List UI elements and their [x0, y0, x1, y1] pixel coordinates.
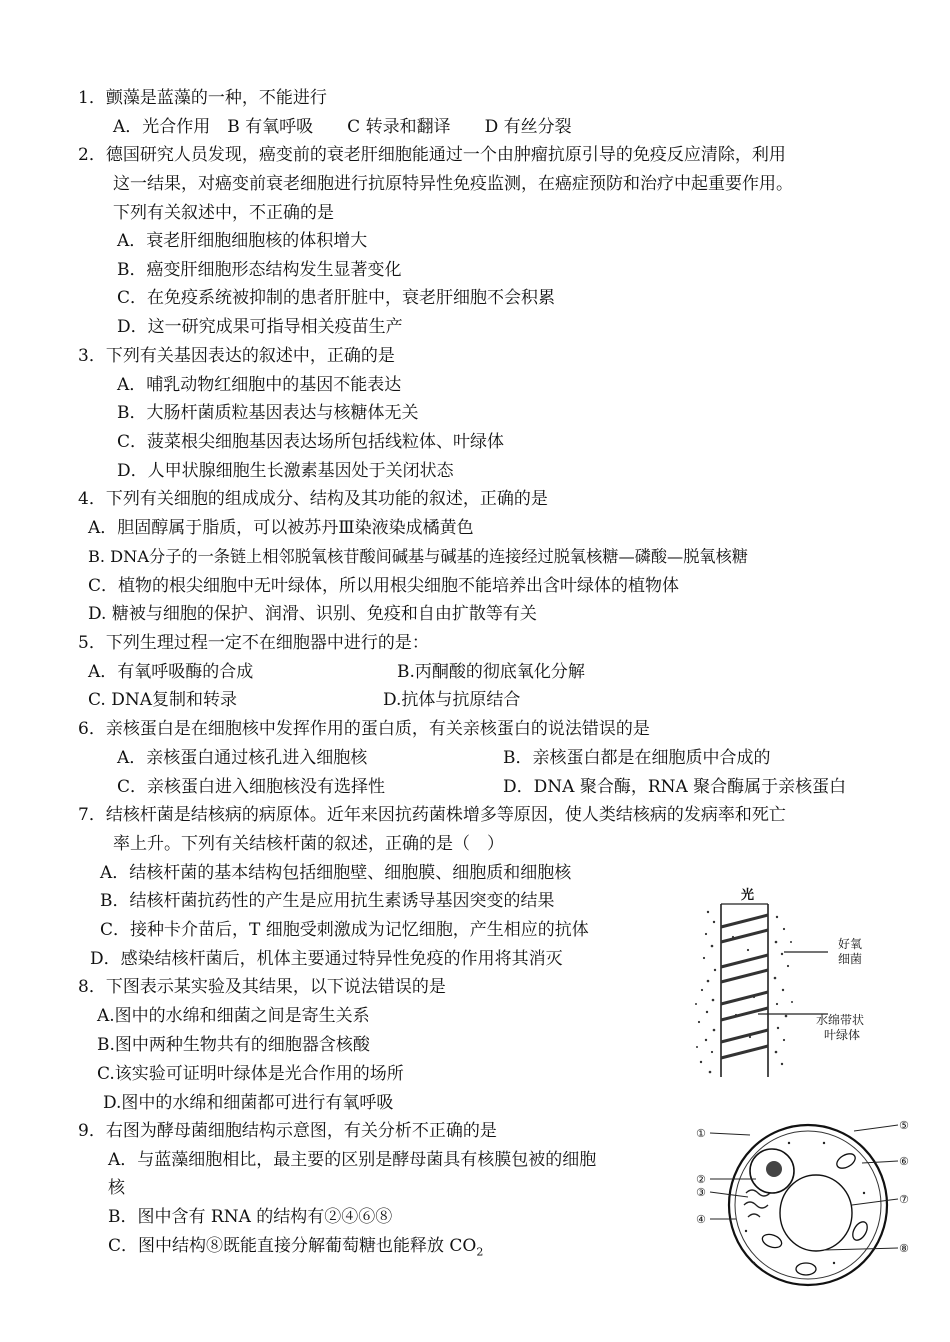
q8-option-c: C.该实验可证明叶绿体是光合作用的场所 — [97, 1064, 404, 1084]
q9-option-a-line1: A．与蓝藻细胞相比，最主要的区别是酵母菌具有核膜包被的细胞 — [108, 1150, 597, 1170]
q3-stem: 3．下列有关基因表达的叙述中，正确的是 — [78, 346, 395, 366]
q7-option-a: A．结核杆菌的基本结构包括细胞壁、细胞膜、细胞质和细胞核 — [100, 863, 572, 883]
q3-option-b: B．大肠杆菌质粒基因表达与核糖体无关 — [117, 403, 419, 423]
q7-stem-line2: 率上升。下列有关结核杆菌的叙述，正确的是（ ） — [113, 834, 504, 854]
q6-stem: 6．亲核蛋白是在细胞核中发挥作用的蛋白质，有关亲核蛋白的说法错误的是 — [78, 719, 650, 739]
spiral-chloroplast — [721, 915, 768, 1058]
chloroplast-label-line1: 水绵带状 — [816, 1013, 865, 1027]
label-3: ③ — [696, 1186, 706, 1199]
q8-option-d: D.图中的水绵和细菌都可进行有氧呼吸 — [103, 1093, 394, 1113]
q2-stem-line3: 下列有关叙述中，不正确的是 — [113, 203, 334, 223]
label-1: ① — [696, 1127, 706, 1140]
q7-stem-line1: 7．结核杆菌是结核病的病原体。近年来因抗药菌株增多等原因，使人类结核病的发病率和死亡 — [78, 805, 786, 825]
nucleolus — [766, 1161, 782, 1177]
mitochondrion — [761, 1232, 784, 1250]
q3-option-a: A．哺乳动物红细胞中的基因不能表达 — [117, 375, 402, 395]
q2-stem-line2: 这一结果，对癌变前衰老细胞进行抗原特异性免疫监测，在癌症预防和治疗中起重要作用。 — [113, 174, 793, 194]
q8-stem: 8．下图表示某实验及其结果，以下说法错误的是 — [78, 977, 446, 997]
q7-option-b: B．结核杆菌抗药性的产生是应用抗生素诱导基因突变的结果 — [100, 891, 555, 911]
q3-option-c: C．菠菜根尖细胞基因表达场所包括线粒体、叶绿体 — [117, 432, 505, 452]
q4-option-a: A．胆固醇属于脂质，可以被苏丹Ⅲ染液染成橘黄色 — [88, 518, 474, 538]
label-4: ④ — [696, 1213, 706, 1226]
bacteria-label-line1: 好氧 — [838, 937, 863, 951]
q9-option-c — [108, 1235, 483, 1263]
q8-option-b: B.图中两种生物共有的细胞器含核酸 — [97, 1035, 370, 1055]
q2-option-a: A．衰老肝细胞细胞核的体积增大 — [117, 231, 368, 251]
q2-option-c: C．在免疫系统被抑制的患者肝脏中，衰老肝细胞不会积累 — [117, 288, 556, 308]
mitochondrion — [796, 1263, 816, 1275]
mitochondrion — [834, 1151, 857, 1171]
label-8: ⑧ — [899, 1242, 909, 1255]
q6-option-d: D．DNA 聚合酶，RNA 聚合酶属于亲核蛋白 — [503, 777, 847, 797]
q7-option-d: D．感染结核杆菌后，机体主要通过特异性免疫的作用将其消灭 — [90, 949, 563, 969]
q5-option-b: B.丙酮酸的彻底氧化分解 — [397, 662, 585, 682]
q5-option-c: C. DNA复制和转录 — [88, 690, 237, 710]
q4-option-c: C．植物的根尖细胞中无叶绿体，所以用根尖细胞不能培养出含叶绿体的植物体 — [88, 576, 680, 596]
label-5: ⑤ — [899, 1119, 909, 1132]
mitochondrion — [850, 1219, 870, 1242]
q5-stem: 5．下列生理过程一定不在细胞器中进行的是： — [78, 633, 429, 653]
q4-option-d: D. 糖被与细胞的保护、润滑、识别、免疫和自由扩散等有关 — [88, 604, 537, 624]
q9-option-c-subscript: 2 — [476, 1245, 484, 1259]
q6-option-a: A．亲核蛋白通过核孔进入细胞核 — [117, 748, 368, 768]
q5-option-a: A．有氧呼吸酶的合成 — [88, 662, 254, 682]
q9-option-c-text: C．图中结构⑧既能直接分解葡萄糖也能释放 CO — [108, 1236, 477, 1256]
endoplasmic-reticulum — [744, 1190, 770, 1217]
q2-stem-line1: 2．德国研究人员发现，癌变前的衰老肝细胞能通过一个由肿瘤抗原引导的免疫反应清除，利用 — [78, 145, 786, 165]
chloroplast-label-line2: 叶绿体 — [824, 1028, 861, 1042]
q3-option-d: D．人甲状腺细胞生长激素基因处于关闭状态 — [117, 461, 454, 481]
bacteria-label-line2: 细菌 — [838, 952, 863, 966]
q9-stem: 9．右图为酵母菌细胞结构示意图，有关分析不正确的是 — [78, 1121, 497, 1141]
q4-option-b: B. DNA分子的一条链上相邻脱氧核苷酸间碱基与碱基的连接经过脱氧核糖—磷酸—脱氧核糖 — [88, 547, 748, 566]
q8-option-a: A.图中的水绵和细菌之间是寄生关系 — [97, 1006, 370, 1026]
q5-option-d: D.抗体与抗原结合 — [383, 690, 521, 710]
q9-option-a-line2: 核 — [108, 1178, 125, 1198]
q6-option-c: C．亲核蛋白进入细胞核没有选择性 — [117, 777, 386, 797]
light-label: 光 — [741, 888, 755, 903]
label-6: ⑥ — [899, 1155, 909, 1168]
label-7: ⑦ — [899, 1193, 909, 1206]
q7-option-c: C．接种卡介苗后，T 细胞受刺激成为记忆细胞，产生相应的抗体 — [100, 920, 589, 940]
vacuole — [780, 1175, 852, 1251]
q6-option-b: B．亲核蛋白都是在细胞质中合成的 — [503, 748, 771, 768]
spirogyra-bacteria-figure — [688, 882, 888, 1082]
q1-options: A．光合作用 B 有氧呼吸 C 转录和翻译 D 有丝分裂 — [113, 117, 572, 137]
label-2: ② — [696, 1173, 706, 1186]
q4-stem: 4．下列有关细胞的组成成分、结构及其功能的叙述，正确的是 — [78, 489, 548, 509]
q1-stem: 1．颤藻是蓝藻的一种，不能进行 — [78, 88, 327, 108]
q9-option-b: B．图中含有 RNA 的结构有②④⑥⑧ — [108, 1207, 393, 1227]
q2-option-d: D．这一研究成果可指导相关疫苗生产 — [117, 317, 403, 337]
yeast-cell-figure — [694, 1113, 914, 1293]
q2-option-b: B．癌变肝细胞形态结构发生显著变化 — [117, 260, 402, 280]
